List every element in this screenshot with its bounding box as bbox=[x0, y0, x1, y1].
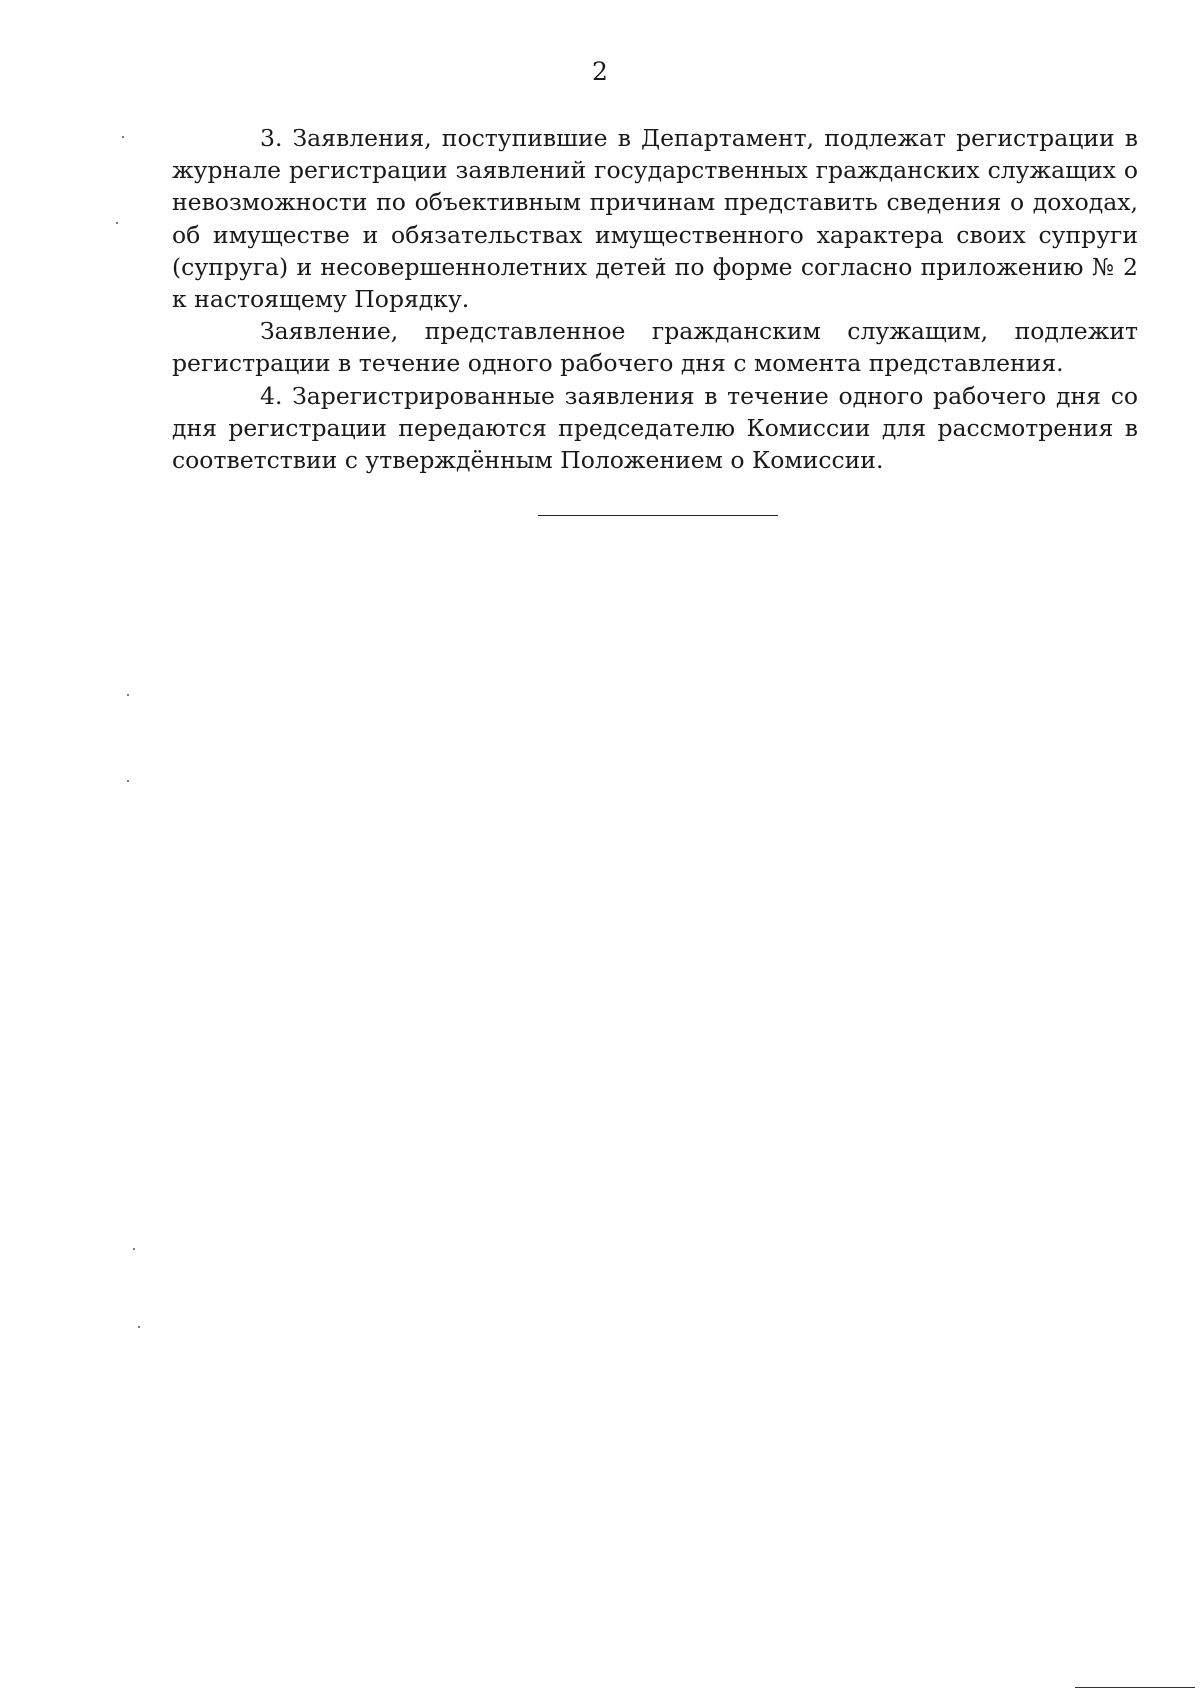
paragraph-4: 4. Зарегистрированные заявления в течение одного рабочего дня со дня регистрации передаются председателю Комиссии для рассмотрения в соответствии с утверждённым Положением о Комиссии. bbox=[172, 381, 1138, 475]
page-number: 2 bbox=[592, 57, 608, 86]
document-body bbox=[172, 122, 1138, 476]
scan-speck bbox=[116, 222, 118, 224]
scan-speck bbox=[122, 136, 124, 138]
scan-speck bbox=[127, 780, 129, 782]
scan-speck bbox=[138, 1326, 140, 1328]
scan-speck bbox=[133, 1248, 135, 1250]
corner-rule bbox=[1075, 1687, 1195, 1688]
paragraph-3: 3. Заявления, поступившие в Департамент, подлежат регистрации в журнале регистрации заявлений государственных гражданских служащих о невозможности по объективным причинам представить сведения о доходах, об имуществе и обязательствах имущественного характера своих супруги (супруга) и несовершеннолетних детей по форме согласно приложению № 2 к настоящему Порядку. bbox=[172, 124, 1138, 314]
scan-speck bbox=[127, 694, 129, 696]
end-of-text-rule bbox=[538, 515, 778, 516]
paragraph-registration-term: Заявление, представленное гражданским служащим, подлежит регистрации в течение одного рабочего дня с момента представления. bbox=[172, 317, 1138, 378]
